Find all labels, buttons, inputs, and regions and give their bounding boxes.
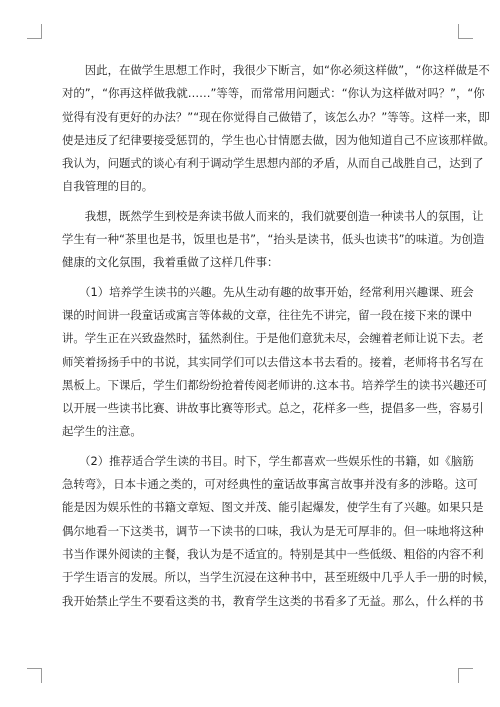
text-line: 使是违反了纪律要接受惩罚的，学生也心甘情愿去做，因为他知道自己不应该那样做。 (62, 132, 495, 147)
crop-mark-top-right (458, 24, 473, 39)
text-line: 学生有一种“茶里也是书，饭里也是书”，“抬头是读书，低头也读书”的味道。为创造 (62, 232, 485, 247)
text-line: 师笑着扬扬手中的书说，其实同学们可以去借这本书去看的。接着，老师将书名写在 (62, 354, 484, 369)
paragraph (62, 450, 495, 613)
text-line: 黑板上。下课后，学生们都纷纷抢着传阅老师讲的.这本书。培养学生的读书兴趣还可 (62, 377, 488, 392)
text-line: 觉得有没有更好的办法？”“现在你觉得自己做错了，该怎么办？”等等。这样一来，即 (62, 109, 490, 124)
document-body (62, 59, 495, 619)
text-line: 偶尔地看一下这类书，调节一下读书的口味，我认为是无可厚非的。但一味地将这种 (62, 523, 484, 538)
text-line: 因此，在做学生思想工作时，我很少下断言，如“你必须这样做”，“你这样做是不 (62, 63, 490, 77)
text-line: 自我管理的目的。 (62, 179, 154, 194)
text-line: 能是因为娱乐性的书籍文章短、图文并茂、能引起爆发，使学生有了兴趣。如果只是 (62, 500, 484, 515)
text-line: 以开展一些读书比赛、讲故事比赛等形式。总之，花样多一些，提倡多一些，容易引 (62, 401, 484, 416)
text-line: 急转弯》，日本卡通之类的，可对经典性的童话故事寓言故事并没有多的涉略。这可 (62, 477, 478, 492)
paragraph (62, 281, 488, 444)
text-line: 讲。学生正在兴致盎然时，猛然刹住。于是他们意犹未尽，会缠着老师让说下去。老 (62, 331, 484, 346)
text-line: 我开始禁止学生不要看这类的书，教育学生这类的书看多了无益。那么，什么样的书 (62, 593, 484, 608)
text-line: 书当作课外阅读的主餐，我认为是不适宜的。特别是其中一些低级、粗俗的内容不利 (62, 546, 484, 561)
paragraph (62, 205, 485, 275)
text-line: 课的时间讲一段童话或寓言等体裁的文章，往往先不讲完，留一段在接下来的课中 (62, 307, 473, 322)
crop-mark-top-left (27, 24, 42, 39)
text-line: 对的”，“你再这样做我就……”等等，而常常用问题式：“你认为这样做对吗？”，“你 (62, 86, 485, 101)
text-line: 我想，既然学生到校是奔读书做人而来的，我们就要创造一种读书人的氛围，让 (62, 208, 484, 223)
crop-mark-bottom-right (458, 668, 473, 683)
text-line: 健康的文化氛围，我着重做了这样几件事： (62, 255, 279, 270)
paragraph (62, 59, 495, 199)
text-line: 于学生语言的发展。所以，当学生沉浸在这种书中，甚至班级中几乎人手一册的时候， (62, 570, 495, 585)
text-line: 起学生的注意。 (62, 424, 142, 439)
text-line: （1）培养学生读书的兴趣。先从生动有趣的故事开始，经常利用兴趣课、班会 (62, 284, 474, 299)
crop-mark-bottom-left (27, 668, 42, 683)
text-line: （2）推荐适合学生读的书目。时下，学生都喜欢一些娱乐性的书籍，如《脑筋 (62, 453, 474, 468)
text-line: 我认为，问题式的谈心有利于调动学生思想内部的矛盾，从而自己战胜自己，达到了 (62, 156, 484, 171)
